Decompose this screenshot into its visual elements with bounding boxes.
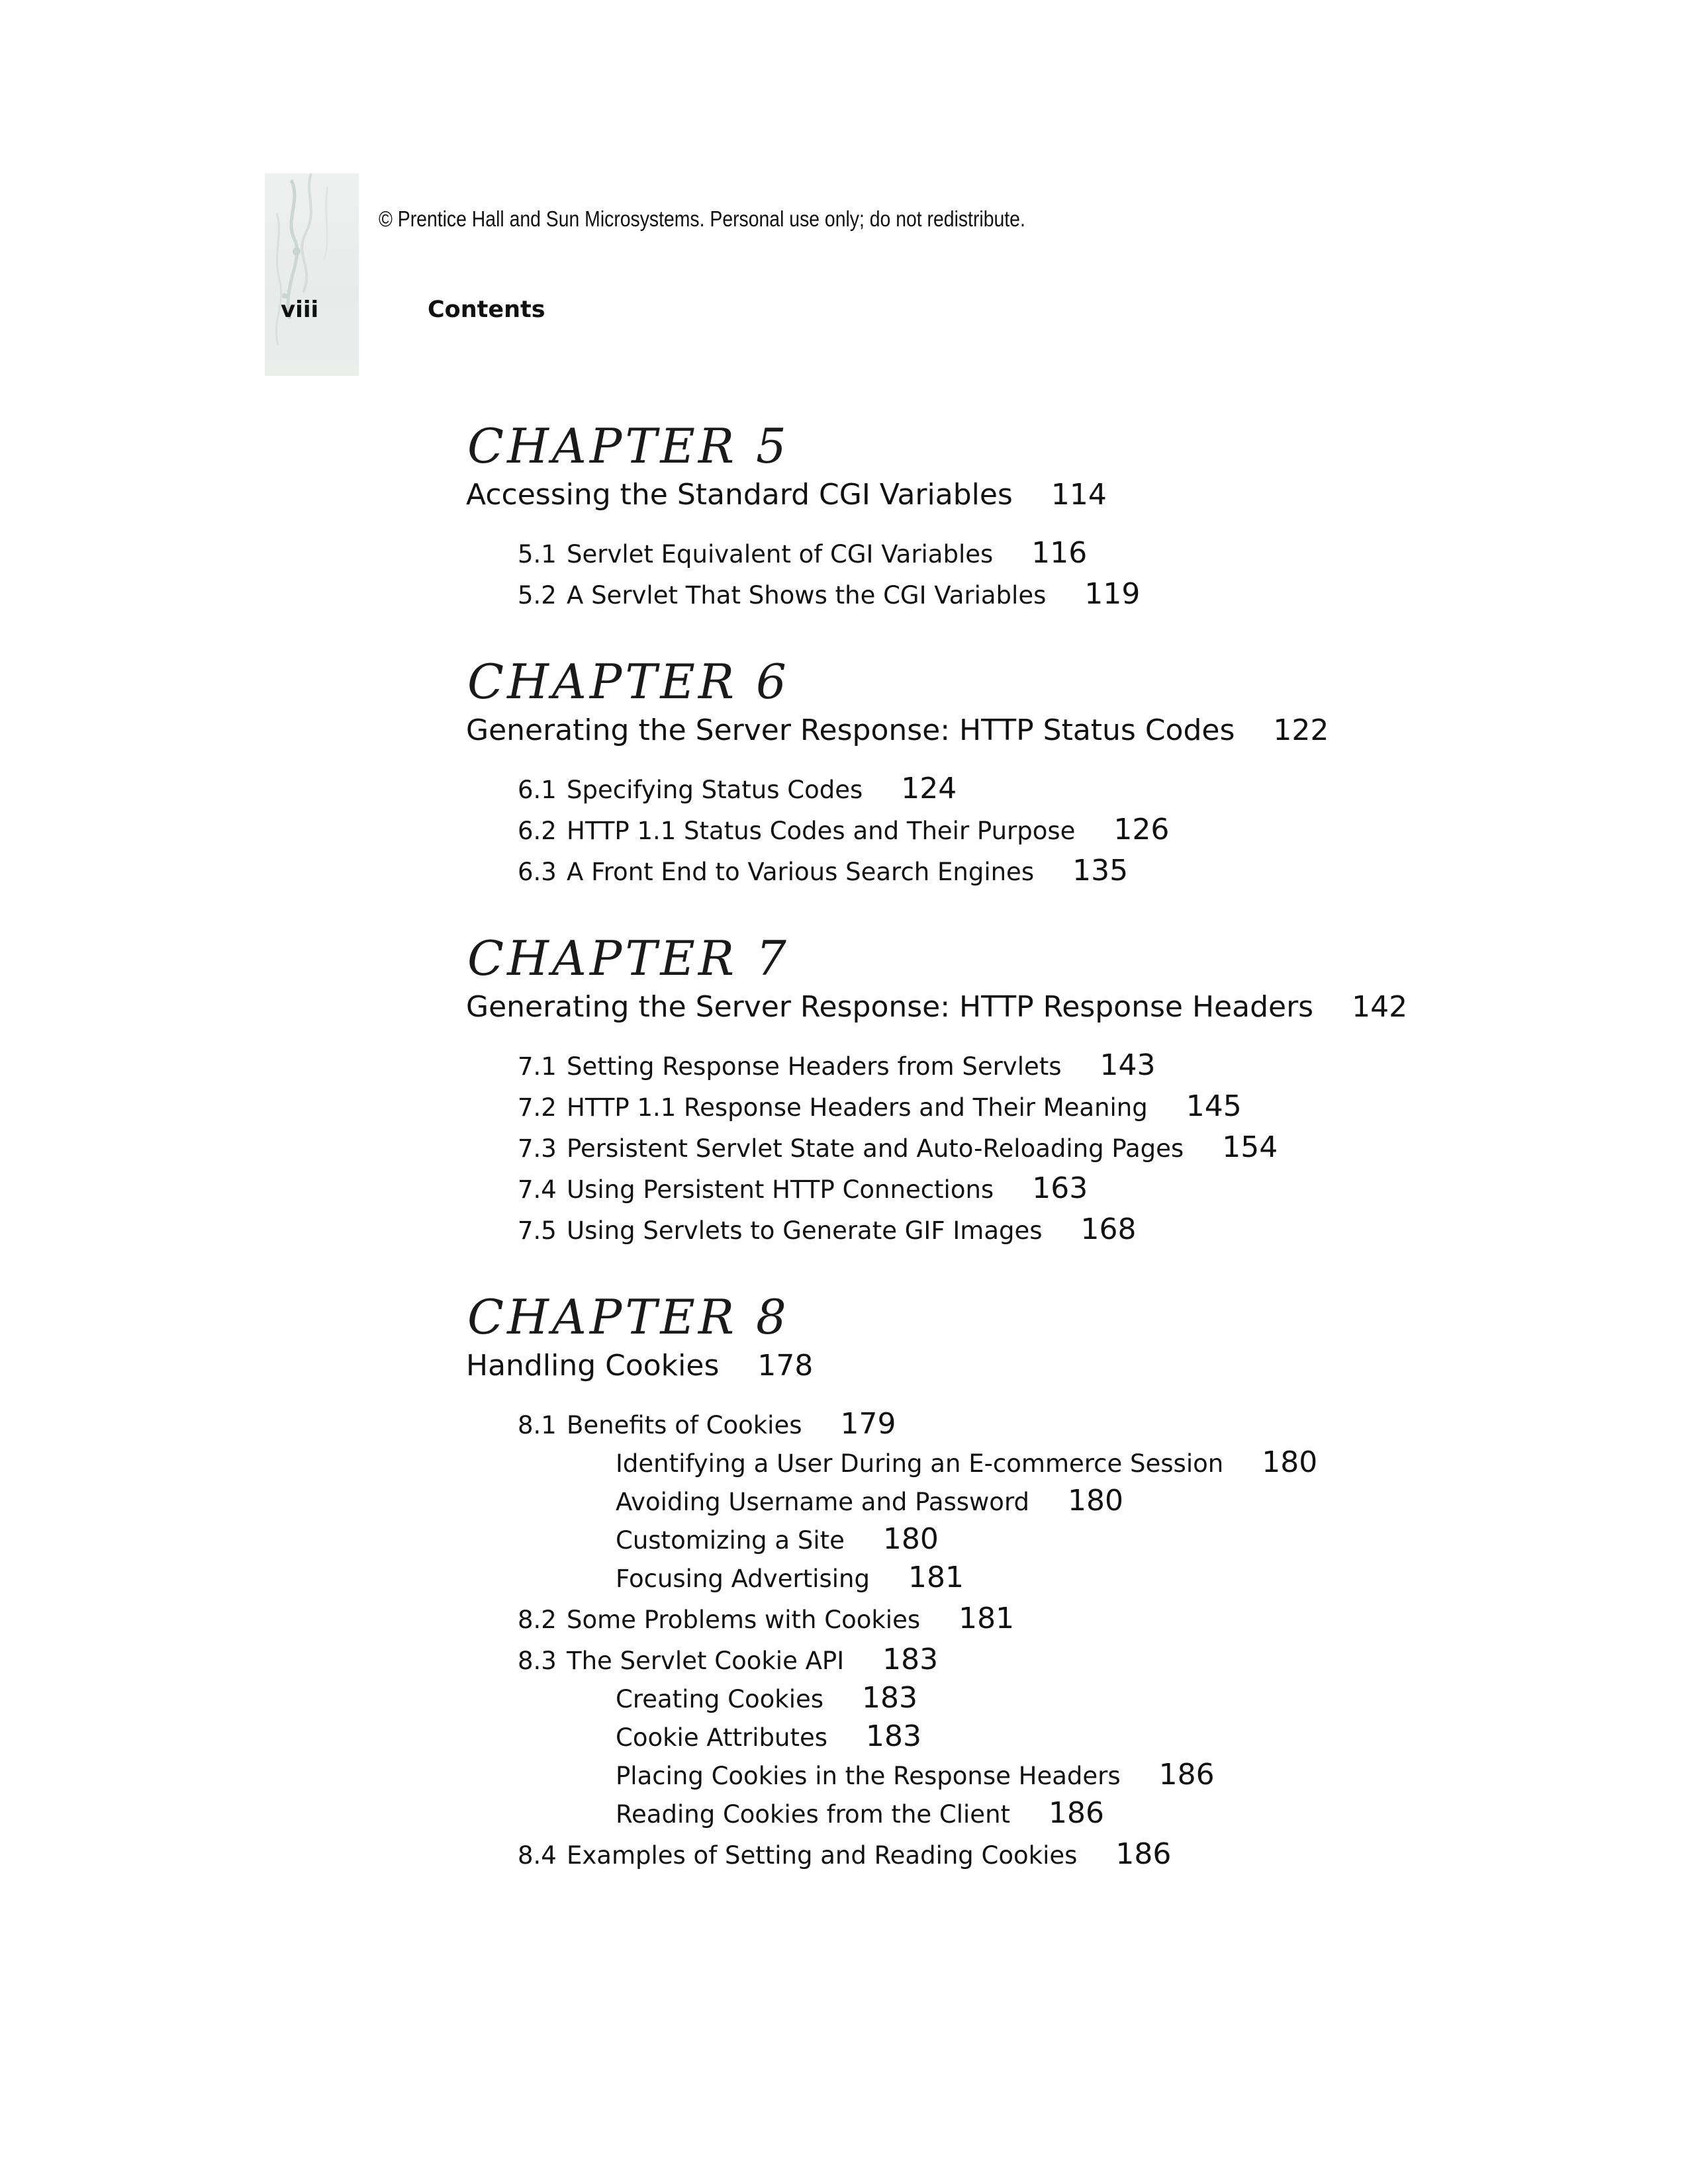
chapter-page: 122	[1273, 713, 1329, 747]
toc-subentry: Avoiding Username and Password 180	[616, 1484, 1123, 1518]
toc-entry: 7.1 Setting Response Headers from Servlets 143	[518, 1048, 1156, 1082]
chapter-title: Generating the Server Response: HTTP Status Codes 122	[466, 713, 1329, 747]
toc-entry: 8.3 The Servlet Cookie API 183	[518, 1643, 939, 1676]
chapter-title: Generating the Server Response: HTTP Response Headers 142	[466, 990, 1408, 1024]
chapter-title: Accessing the Standard CGI Variables 114	[466, 478, 1107, 512]
chapter-page: 142	[1352, 990, 1408, 1024]
page-number: viii	[281, 296, 319, 323]
chapter-label: CHAPTER 5	[467, 418, 790, 474]
chapter-page: 114	[1051, 478, 1107, 512]
toc-subentry: Cookie Attributes 183	[616, 1719, 921, 1753]
chapter-label: CHAPTER 7	[467, 931, 790, 986]
chapter-page: 178	[757, 1349, 814, 1383]
corner-tab-decoration	[265, 173, 359, 376]
toc-entry: 8.1 Benefits of Cookies 179	[518, 1407, 896, 1441]
toc-subentry: Customizing a Site 180	[616, 1522, 939, 1556]
running-head: Contents	[428, 296, 545, 323]
toc-entry: 7.4 Using Persistent HTTP Connections 163	[518, 1171, 1088, 1205]
toc-subentry: Creating Cookies 183	[616, 1681, 917, 1715]
toc-subentry: Identifying a User During an E-commerce Session 180	[616, 1445, 1318, 1479]
toc-entry: 6.3 A Front End to Various Search Engines 135	[518, 854, 1129, 887]
marbled-texture-icon	[265, 173, 359, 376]
toc-entry: 6.1 Specifying Status Codes 124	[518, 772, 957, 805]
toc-entry: 8.2 Some Problems with Cookies 181	[518, 1602, 1015, 1635]
toc-subentry: Reading Cookies from the Client 186	[616, 1796, 1105, 1830]
toc-subentry: Focusing Advertising 181	[616, 1561, 964, 1594]
toc-entry: 6.2 HTTP 1.1 Status Codes and Their Purpose 126	[518, 813, 1170, 846]
copyright-notice: © Prentice Hall and Sun Microsystems. Personal use only; do not redistribute.	[379, 206, 1025, 231]
toc-entry: 7.3 Persistent Servlet State and Auto-Reloading Pages 154	[518, 1130, 1278, 1164]
toc-entry: 5.2 A Servlet That Shows the CGI Variables 119	[518, 577, 1141, 611]
toc-subentry: Placing Cookies in the Response Headers 186	[616, 1758, 1215, 1792]
chapter-title: Handling Cookies 178	[466, 1349, 814, 1383]
chapter-label: CHAPTER 6	[467, 654, 790, 709]
toc-entry: 8.4 Examples of Setting and Reading Cookies 186	[518, 1837, 1172, 1871]
toc-entry: 5.1 Servlet Equivalent of CGI Variables 116	[518, 536, 1088, 570]
chapter-label: CHAPTER 8	[467, 1289, 790, 1345]
toc-entry: 7.2 HTTP 1.1 Response Headers and Their Meaning 145	[518, 1089, 1242, 1123]
toc-entry: 7.5 Using Servlets to Generate GIF Images 168	[518, 1212, 1137, 1246]
